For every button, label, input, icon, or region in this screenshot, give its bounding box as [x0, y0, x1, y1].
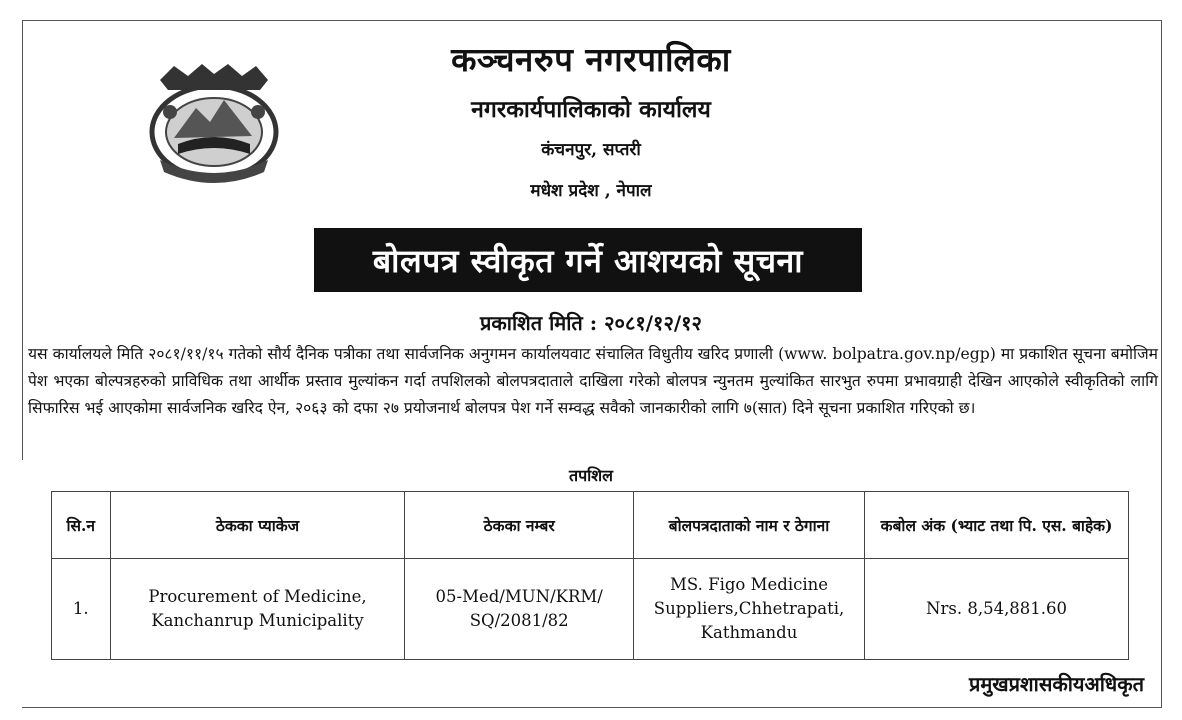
cell-amount: Nrs. 8,54,881.60 — [865, 559, 1129, 660]
notice-title: बोलपत्र स्वीकृत गर्ने आशयको सूचना — [372, 241, 804, 280]
notice-body: यस कार्यालयले मिति २०८१/११/१५ गतेको सौर्य दैनिक पत्रीका तथा सार्वजनिक अनुगमन कार्यालयवाट संचालित विधुतीय खरिद प्रणाली (www. bolpatra.gov.np/egp) मा प्रकाशित सूचना बमोजिम पेश भएका बोल्पत्रहरुको प्राविधिक तथा आर्थीक प्रस्ताव मुल्यांकन गर्दा तपशिलको बोलपत्रदाताले दाखिला गरेको बोलपत्र न्युनतम मुल्यांकित सारभुत रुपमा प्रभावग्राही देखिन आएकोले स्वीकृतिको लागि सिफारिस भई आएकोमा सार्वजनिक खरिद ऐन, २०६३ को दफा २७ प्रयोजनार्थ बोलपत्र पेश गर्ने सम्वद्ध सवैको जानकारीको लागि ७(सात) दिने सूचना प्रकाशित गरिएको छ। — [28, 345, 1158, 417]
table-header-row — [52, 492, 1129, 559]
cell-package — [110, 559, 405, 660]
header-contract-no: ठेकका नम्बर — [405, 492, 634, 559]
header-package: ठेकका प्याकेज — [110, 492, 405, 559]
header-amount: कबोल अंक (भ्याट तथा पि. एस. बाहेक) — [865, 492, 1129, 559]
bidder-line-3: Kathmandu — [700, 623, 798, 642]
header-bidder: बोलपत्रदाताको नाम र ठेगाना — [633, 492, 864, 559]
office-name: नगरकार्यपालिकाको कार्यालय — [471, 96, 711, 123]
package-line-1: Procurement of Medicine, — [148, 587, 367, 606]
table-row — [52, 559, 1129, 660]
frame-left-border — [22, 20, 23, 460]
office-location: कंचनपुर, सप्तरी — [541, 140, 641, 160]
contract-line-1: 05-Med/MUN/KRM/ — [435, 587, 603, 606]
published-date: प्रकाशित मिति : २०८१/१२/१२ — [480, 311, 702, 335]
header-sn: सि.न — [52, 492, 111, 559]
bid-details-table — [51, 491, 1129, 660]
contract-line-2: SQ/2081/82 — [469, 611, 569, 630]
package-line-2: Kanchanrup Municipality — [151, 611, 364, 630]
cell-contract-no — [405, 559, 634, 660]
bidder-line-1: MS. Figo Medicine — [670, 575, 829, 594]
cell-sn: 1. — [52, 559, 111, 660]
signature-title: प्रमुखप्रशासकीयअधिकृत — [968, 672, 1144, 696]
municipality-name: कञ्चनरुप नगरपालिका — [451, 40, 731, 79]
notice-title-banner — [314, 228, 862, 292]
details-heading: तपशिल — [568, 466, 614, 485]
bidder-line-2: Suppliers,Chhetrapati, — [653, 599, 845, 618]
office-province: मधेश प्रदेश , नेपाल — [530, 181, 652, 201]
cell-bidder — [633, 559, 864, 660]
